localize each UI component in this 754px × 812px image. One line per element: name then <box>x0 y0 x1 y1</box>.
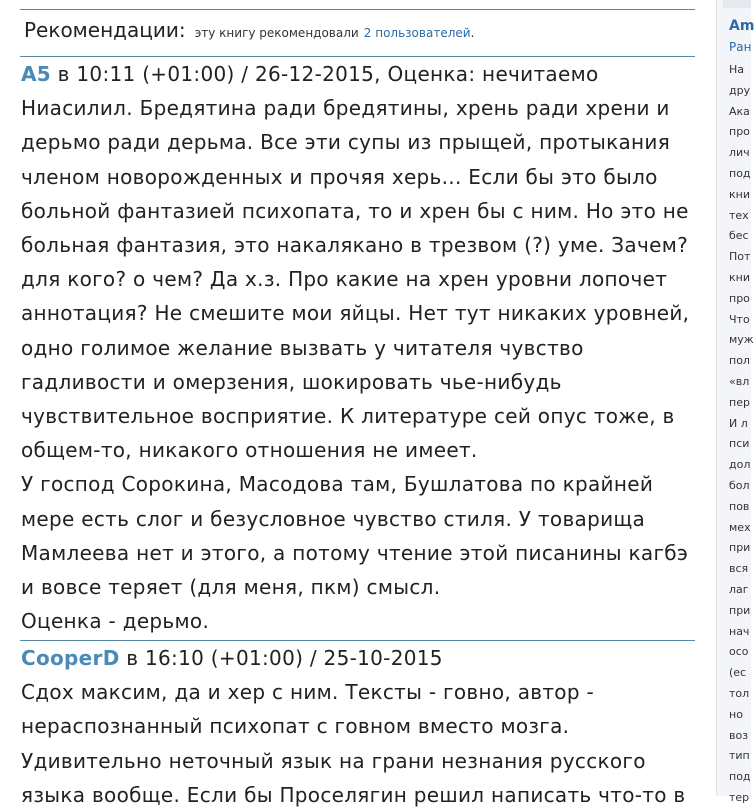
comment-line: больной фантазией психопата, то и хрен бы с ним. Но это не <box>21 198 689 223</box>
sidebar-description-line: но <box>729 707 743 721</box>
sidebar-description-line: И л <box>729 416 748 430</box>
sidebar-author-link[interactable]: Am <box>729 18 754 34</box>
sidebar-description-line: бол <box>729 478 750 492</box>
sidebar-description-line: про <box>729 125 750 139</box>
sidebar-description-line: кни <box>729 187 750 201</box>
sidebar-description-line: нач <box>729 624 750 638</box>
sidebar-description-line: мех <box>729 520 751 534</box>
comment-line: У господ Сорокина, Масодова там, Бушлатова по крайней <box>21 472 654 497</box>
sidebar-description-line: лаг <box>729 582 749 596</box>
sidebar-description-line: На <box>729 63 745 76</box>
sidebar-description-line: вся <box>729 562 749 576</box>
sidebar-description-line: воз <box>729 728 749 742</box>
recommendations-label: Рекомендации: <box>24 18 186 42</box>
comment-line: Ниасилил. Бредятина ради бредятины, хрень ради хрени и <box>21 96 670 121</box>
sidebar-description-line: дол <box>729 458 751 472</box>
sidebar-description-line: пол <box>729 354 750 368</box>
comment-line: больная фантазия, это накалякано в трезвом (?) уме. Зачем? <box>21 233 689 258</box>
comment-line: языка вообще. Если бы Проселягин решил написать что-то в <box>21 782 686 807</box>
sidebar-description-line: при <box>729 603 751 617</box>
sidebar-description-line: пер <box>729 395 750 409</box>
comment-meta: в 16:10 (+01:00) / 25-10-2015 <box>119 646 443 670</box>
sidebar-description-line: при <box>729 541 751 555</box>
recommended-users-link[interactable]: 2 пользователей <box>363 26 471 40</box>
sidebar-description-line: Пот <box>729 250 751 264</box>
comment <box>21 57 711 638</box>
comment-line: нераспознанный психопат с говном вместо мозга. <box>21 714 570 739</box>
recommendations-period: . <box>470 26 475 40</box>
sidebar-description-line: «вл <box>729 374 750 388</box>
comment-line: аннотация? Не смешите мои яйцы. Нет тут никаких уровней, <box>21 301 690 326</box>
comment <box>21 641 711 812</box>
sidebar-description-line: тол <box>729 686 750 700</box>
sidebar-description-line: Ака <box>729 104 750 118</box>
comment-line: дерьмо ради дерьма. Все эти супы из прыщей, протыкания <box>21 130 671 155</box>
sidebar-description-line: про <box>729 291 750 305</box>
sidebar-description-line: кни <box>729 270 750 284</box>
comment-line: общем-то, никакого отношения не имеет. <box>21 438 478 463</box>
sidebar-description-line: тех <box>729 208 749 222</box>
comment-line: мере есть слог и безусловное чувство стиля. У товарища <box>21 506 646 531</box>
comment-line: для кого? о чем? Да х.з. Про какие на хрен уровни лопочет <box>21 267 668 292</box>
sidebar-description-line: под <box>729 166 751 180</box>
sidebar-description-line: дру <box>729 83 751 97</box>
sidebar-description-line: тер <box>729 790 750 804</box>
sidebar-header-block <box>723 0 751 8</box>
sidebar-description-line: пов <box>729 499 750 513</box>
sidebar-description-line: Что <box>729 312 750 326</box>
recommendations-bar <box>24 18 474 42</box>
comment-line: Мамлеева нет и этого, а потому чтение этой писанины кагбэ <box>21 540 689 565</box>
comment-line: членом новорожденных и прочяя херь... Если бы это было <box>21 164 658 189</box>
comment-line: чувствительное восприятие. К литературе сей опус тоже, в <box>21 404 675 429</box>
sidebar-subtitle-link[interactable]: Ран <box>729 40 752 54</box>
sidebar-description-line: пси <box>729 437 750 451</box>
comment-author-link[interactable]: A5 <box>21 62 51 86</box>
divider <box>20 9 695 10</box>
comment-line: и вовсе теряет (для меня, пкм) смысл. <box>21 575 441 600</box>
sidebar-description-line: под <box>729 770 751 784</box>
sidebar-panel <box>716 0 754 804</box>
comment-author-link[interactable]: CooperD <box>21 646 120 670</box>
sidebar-description-line: муж <box>729 333 754 347</box>
sidebar-description-line: (ес <box>729 666 747 680</box>
comment-line: Сдох максим, да и хер с ним. Тексты - говно, автор - <box>21 680 594 705</box>
comment-meta: в 10:11 (+01:00) / 26-12-2015, Оценка: нечитаемо <box>51 62 599 86</box>
comment-header <box>21 641 711 675</box>
comment-line: Удивительно неточный язык на грани незнания русского <box>21 748 646 773</box>
sidebar-description-line: тип <box>729 749 750 763</box>
recommendations-text: эту книгу рекомендовали <box>194 26 359 40</box>
sidebar-description-line: лич <box>729 146 750 160</box>
sidebar-description <box>729 60 754 809</box>
comment-line: одно голимое желание вызвать у читателя чувство <box>21 335 584 360</box>
comment-line: Оценка - дерьмо. <box>21 609 210 634</box>
sidebar-description-line: осо <box>729 645 749 659</box>
comment-header <box>21 57 711 91</box>
comment-line: гадливости и омерзения, шокировать чье-нибудь <box>21 369 562 394</box>
sidebar-description-line: бес <box>729 229 749 243</box>
